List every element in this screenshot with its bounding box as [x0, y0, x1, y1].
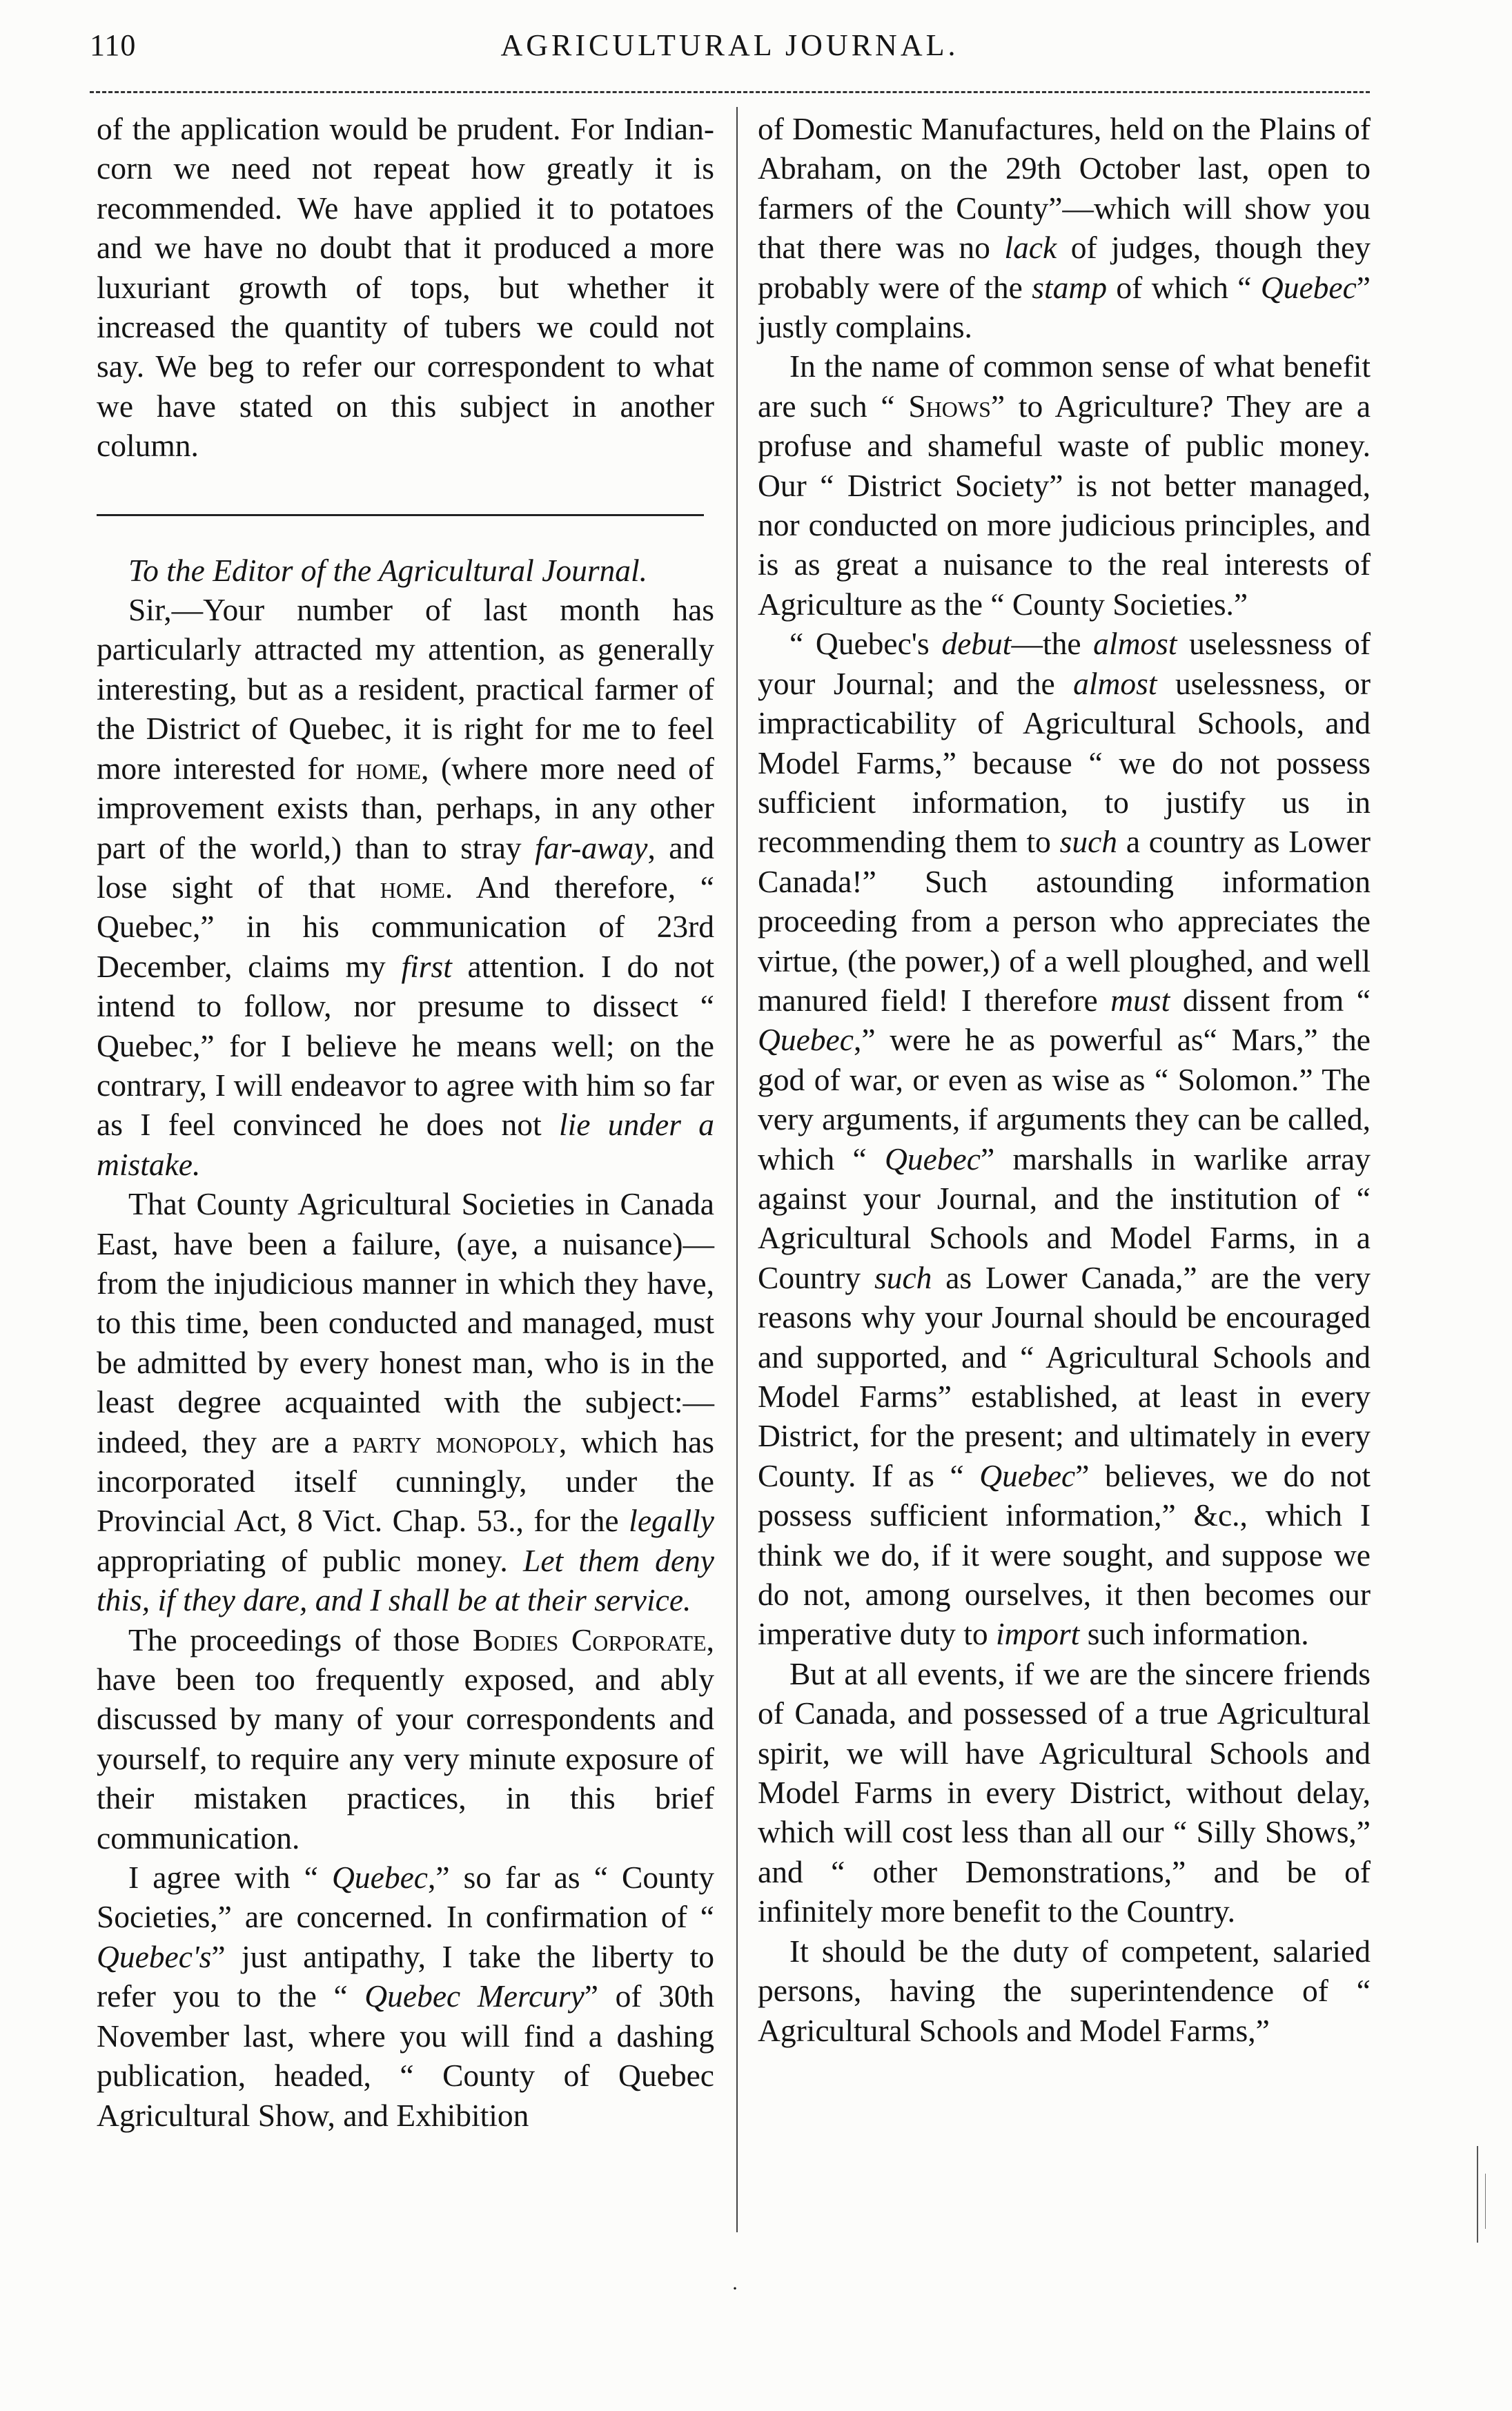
- text-run: attention. I do not intend to follow, nor presume to dissect “ Quebec,” for I believe he means well; on the contrary, I will endeavor to agree with him so far as I feel convinced he does not: [97, 948, 715, 1143]
- scan-edge-mark: [1485, 2174, 1486, 2229]
- italic-run: must: [1110, 982, 1170, 1018]
- small-caps-run: home: [355, 750, 422, 786]
- text-run: uselessness of your Journal; and the: [758, 626, 1371, 701]
- text-run: appropriating of public money.: [97, 1542, 524, 1578]
- text-run: of Domestic Manufactures, held on the Plains of Abraham, on the 29th October last, open to farmers of the County”—which will show you that there was no: [758, 111, 1371, 266]
- left-column: [97, 109, 714, 2135]
- letter-heading: To the Editor of the Agricultural Journal.: [128, 552, 648, 588]
- shows-paragraph: [758, 346, 1371, 624]
- text-run: “ Quebec's: [789, 626, 942, 662]
- italic-run: Quebec's: [97, 1938, 212, 1974]
- text-run: ,” so far as “ County Societies,” are concerned. In confirmation of “: [97, 1860, 714, 1935]
- events-paragraph: But at all events, if we are the sincere friends of Canada, and possessed of a true Agricultural spirit, we will have Agricultural Schools and Model Farms in every District, without delay, which will cost less than all our “ Silly Shows,” and “ other Demonstrations,” and be of infinitely more benefit to the Country.: [758, 1655, 1371, 1929]
- text-run: as Lower Canada,” are the very reasons why your Journal should be encouraged and supported, and “ Agricultural Schools and Model Farms” established, at least in every District, for the present; and ultimately in every County. If as “: [758, 1259, 1371, 1493]
- debut-paragraph: [758, 624, 1371, 1654]
- page-header: [90, 28, 1370, 83]
- italic-run: Quebec: [1260, 269, 1357, 305]
- text-run: , (where more need of improvement exists than, perhaps, in any other part of the world,) than to stray: [97, 750, 714, 865]
- text-run: of which “: [1106, 269, 1261, 305]
- text-run: I agree with “: [128, 1860, 333, 1896]
- text-run: dissent from “: [1170, 982, 1371, 1018]
- right-column: [758, 109, 1371, 2050]
- italic-run: Quebec: [979, 1457, 1076, 1493]
- text-run: of judges, though they probably were of the: [758, 230, 1371, 305]
- italic-run: stamp: [1032, 269, 1107, 305]
- text-run: uselessness, or impracticability of Agricultural Schools, and Model Farms,” because “ we do not possess sufficient information, to justify us in recommending them to: [758, 665, 1371, 860]
- text-run: In the name of common sense of what benefit are such “: [758, 348, 1371, 424]
- text-run: , and lose sight of that: [97, 829, 715, 905]
- italic-run: such: [1059, 824, 1118, 860]
- italic-run: almost: [1073, 665, 1157, 701]
- text-run: a country as Lower Canada!” Such astounding information proceeding from a person who appreciates the virtue, (the power,) of a well ploughed, and well manured field! I therefore: [758, 824, 1371, 1018]
- text-run: ” just antipathy, I take the liberty to refer you to the “: [97, 1938, 714, 2014]
- continuation-paragraph: [758, 109, 1371, 346]
- small-caps-run: Bodies Corporate: [472, 1622, 707, 1657]
- letter-paragraph-2: [97, 1184, 714, 1620]
- italic-run: Quebec: [758, 1022, 854, 1058]
- editor-reply-paragraph: of the application would be prudent. For Indian-corn we need not repeat how greatly it is recommended. We have applied it to potatoes and we have no doubt that it produced a more luxuriant growth of tops, but whether it increased the quantity of tubers we could not say. We beg to refer our correspondent to what we have stated on this subject in another column.: [97, 111, 714, 464]
- italic-run: Quebec Mercury: [364, 1978, 585, 2014]
- italic-run: Quebec: [332, 1860, 428, 1896]
- italic-run: lack: [1004, 230, 1057, 266]
- text-run: ” to Agriculture? They are a profuse and shameful waste of public money. Our “ District Society” is not better managed, nor conducted on more judicious principles, and is as great a nuisance to the real interests of Agriculture as the “ County Societies.”: [758, 388, 1371, 622]
- running-title: AGRICULTURAL JOURNAL.: [500, 28, 959, 62]
- text-run: ” justly complains.: [758, 269, 1371, 345]
- letter-paragraph-1: [97, 590, 714, 1184]
- italic-run: debut: [941, 626, 1012, 662]
- page-number: 110: [90, 28, 137, 62]
- text-run: —the: [1011, 626, 1094, 662]
- small-caps-run: home: [380, 869, 445, 905]
- italic-run: far-away: [535, 829, 648, 865]
- text-run: , have been too frequently exposed, and ably discussed by many of your correspondents and yourself, to require any very minute exposure of their mistaken practices, in this brief communication.: [97, 1622, 714, 1856]
- text-run: such information.: [1079, 1616, 1309, 1652]
- text-run: , which has incorporated itself cunningly, under the Provincial Act, 8 Vict. Chap. 53., for the: [97, 1424, 715, 1539]
- text-run: Sir,—Your number of last month has particularly attracted my attention, as generally interesting, but as a resident, practical farmer of the District of Quebec, it is right for me to feel more interested for: [97, 592, 714, 786]
- letter-paragraph-4: [97, 1858, 714, 2135]
- section-separator: [97, 514, 704, 516]
- italic-run: almost: [1093, 626, 1177, 662]
- italic-run: Let them deny this, if they dare, and I shall be at their service.: [97, 1542, 714, 1618]
- scan-edge-mark: [1477, 2146, 1478, 2243]
- print-speck: ·: [732, 2277, 738, 2300]
- small-caps-run: Shows: [908, 388, 991, 424]
- small-caps-run: party monopoly: [352, 1424, 559, 1459]
- italic-run: first: [401, 948, 452, 984]
- italic-run: legally: [629, 1503, 714, 1539]
- letter-paragraph-3: [97, 1620, 714, 1858]
- text-run: ” marshalls in warlike array against your Journal, and the institution of “ Agricultural Schools and Model Farms, in a Country: [758, 1141, 1371, 1295]
- text-run: The proceedings of those: [128, 1622, 473, 1657]
- text-run: ,” were he as powerful as“ Mars,” the god of war, or even as wise as “ Solomon.” The very arguments, if arguments they can be called, which “: [758, 1022, 1371, 1177]
- italic-run: import: [995, 1616, 1080, 1652]
- column-divider: [736, 107, 738, 2232]
- text-run: ” of 30th November last, where you will find a dashing publication, headed, “ County of Quebec Agricultural Show, and Exhibition: [97, 1978, 714, 2133]
- text-run: . And therefore, “ Quebec,” in his communication of 23rd December, claims my: [97, 869, 714, 984]
- italic-run: Quebec: [885, 1141, 981, 1177]
- italic-run: such: [874, 1259, 932, 1295]
- text-run: ” believes, we do not possess sufficient information,” &c., which I think we do, if it were sought, and suppose we do not, among ourselves, it then becomes our imperative duty to: [758, 1457, 1371, 1652]
- text-run: That County Agricultural Societies in Canada East, have been a failure, (aye, a nuisance)—from the injudicious manner in which they have, to this time, been conducted and managed, must be admitted by every honest man, who is in the least degree acquainted with the subject:—indeed, they are a: [97, 1186, 714, 1459]
- header-rule: [90, 91, 1370, 93]
- italic-run: lie under a mistake.: [97, 1107, 714, 1182]
- duty-paragraph: It should be the duty of competent, salaried persons, having the superintendence of “ Agricultural Schools and Model Farms,”: [758, 1933, 1371, 2048]
